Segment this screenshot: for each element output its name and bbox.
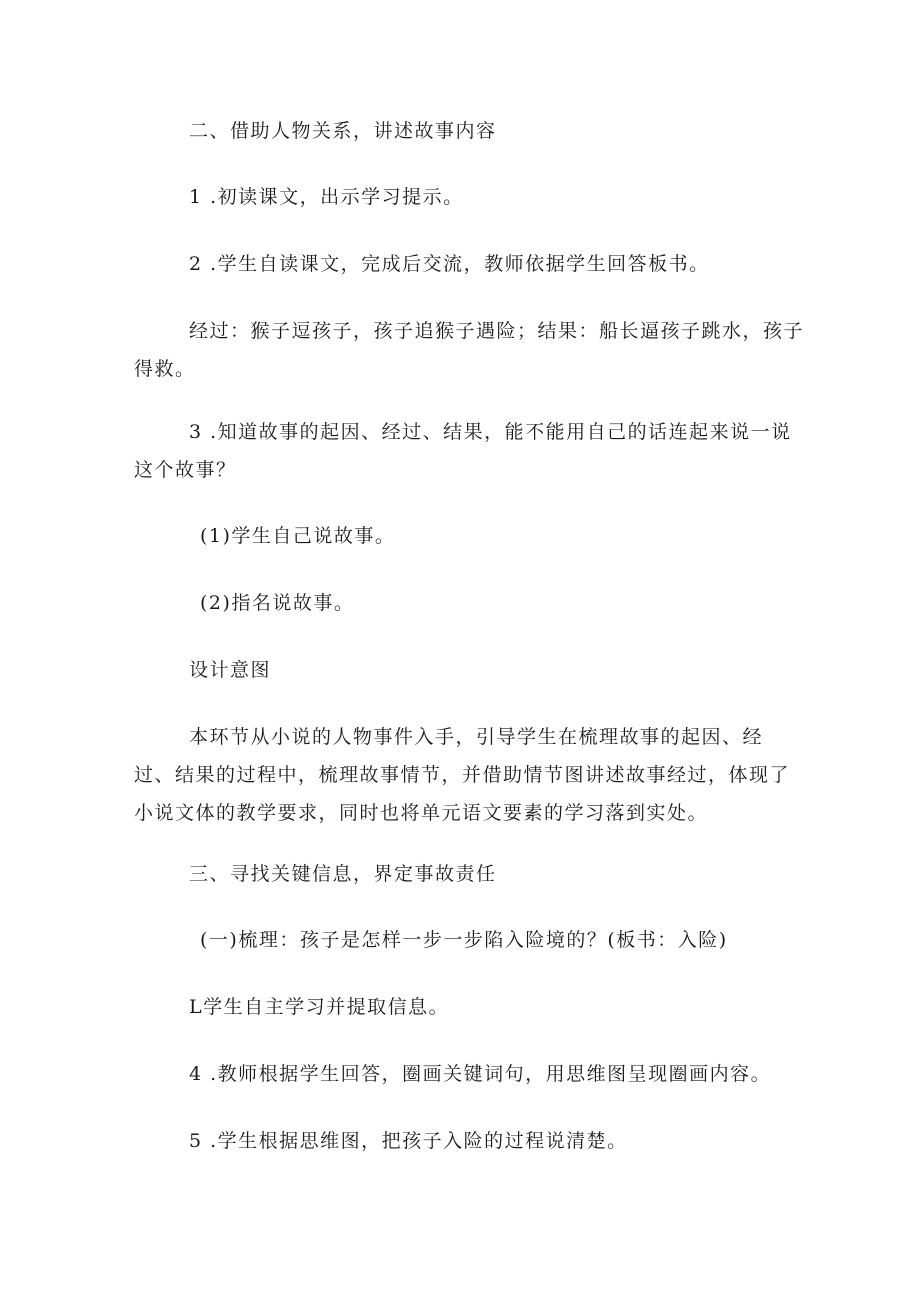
design-line-1: 本环节从小说的人物事件入手，引导学生在梳理故事的起因、经 [189,726,764,748]
blackboard-line-2: 得救。 [134,358,196,380]
substep-2: (2)指名说故事。 [200,592,355,614]
step-3 [134,413,792,489]
part-one: (一)梳理：孩子是怎样一步一步陷入险境的？(板书：入险) [200,929,728,951]
section-three-heading: 三、寻找关键信息，界定事故责任 [189,863,497,885]
step-1: 1 .初读课文，出示学习提示。 [189,186,464,208]
step-4: 4 .教师根据学生回答，圈画关键词句，用思维图呈现圈画内容。 [189,1063,772,1085]
step-5: 5 .学生根据思维图，把孩子入险的过程说清楚。 [189,1130,628,1152]
blackboard-line-1: 经过：猴子逗孩子，孩子追猴子遇险；结果：船长逼孩子跳水，孩子 [189,320,805,342]
step-3-line-2: 这个故事？ [134,459,237,481]
section-two-heading: 二、借助人物关系，讲述故事内容 [189,120,497,142]
design-intent-body [134,718,790,832]
blackboard-summary [134,312,804,388]
substep-1: (1)学生自己说故事。 [200,525,396,547]
item-l: L学生自主学习并提取信息。 [189,996,450,1018]
step-3-line-1: 3 .知道故事的起因、经过、结果，能不能用自己的话连起来说一说 [189,421,792,443]
design-line-2: 过、结果的过程中，梳理故事情节，并借助情节图讲述故事经过，体现了 [134,764,791,786]
design-intent-heading: 设计意图 [189,659,272,681]
design-line-3: 小说文体的教学要求，同时也将单元语文要素的学习落到实处。 [134,802,709,824]
step-2: 2 .学生自读课文，完成后交流，教师依据学生回答板书。 [189,253,710,275]
